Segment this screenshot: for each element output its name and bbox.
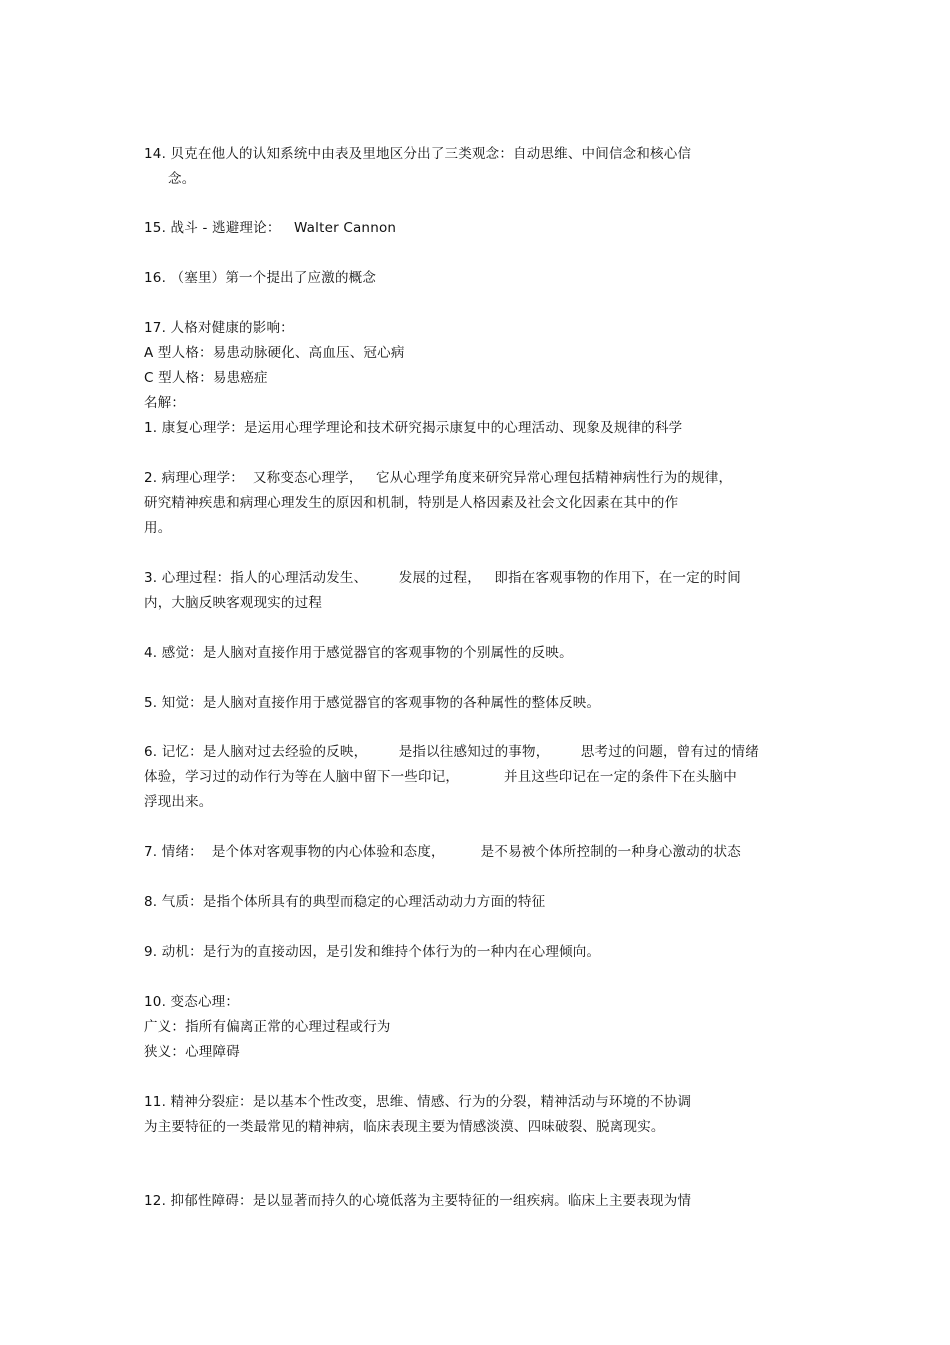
definition-2-line-3: 用。: [144, 520, 172, 536]
definition-11-line-1: 11. 精神分裂症：是以基本个性改变，思维、情感、行为的分裂，精神活动与环境的不协调: [144, 1094, 692, 1110]
definition-10-heading: 10. 变态心理：: [144, 994, 240, 1010]
definition-2-line-2: 研究精神疾患和病理心理发生的原因和机制，特别是人格因素及社会文化因素在其中的作: [144, 495, 679, 511]
definition-3-line-1: 3. 心理过程：指人的心理活动发生、 发展的过程， 即指在客观事物的作用下，在一定的时间: [144, 570, 741, 586]
definition-12-line-1: 12. 抑郁性障碍：是以显著而持久的心境低落为主要特征的一组疾病。临床上主要表现为情: [144, 1193, 692, 1209]
definition-2-line-1: 2. 病理心理学： 又称变态心理学， 它从心理学角度来研究异常心理包括精神病性行为的规律，: [144, 470, 733, 486]
definition-11-line-2: 为主要特征的一类最常见的精神病，临床表现主要为情感淡漠、四味破裂、脱离现实。: [144, 1119, 665, 1135]
definition-6-line-2: 体验，学习过的动作行为等在人脑中留下一些印记， 并且这些印记在一定的条件下在头脑中: [144, 769, 737, 785]
definition-5: 5. 知觉：是人脑对直接作用于感觉器官的客观事物的各种属性的整体反映。: [144, 695, 601, 711]
item-14-line-2: 念。: [168, 171, 196, 187]
definition-10-broad: 广义：指所有偏离正常的心理过程或行为: [144, 1019, 391, 1035]
item-17-type-c: C 型人格：易患癌症: [144, 370, 268, 386]
definition-9: 9. 动机：是行为的直接动因，是引发和维持个体行为的一种内在心理倾向。: [144, 944, 601, 960]
definition-10-narrow: 狭义：心理障碍: [144, 1044, 240, 1060]
item-16: 16. （塞里）第一个提出了应激的概念: [144, 270, 377, 286]
item-17-type-a: A 型人格：易患动脉硬化、高血压、冠心病: [144, 345, 405, 361]
item-14-line-1: 14. 贝克在他人的认知系统中由表及里地区分出了三类观念：自动思维、中间信念和核心信: [144, 146, 692, 162]
definition-1: 1. 康复心理学：是运用心理学理论和技术研究揭示康复中的心理活动、现象及规律的科学: [144, 420, 683, 436]
definition-8: 8. 气质：是指个体所具有的典型而稳定的心理活动动力方面的特征: [144, 894, 546, 910]
item-15: 15. 战斗 - 逃避理论： Walter Cannon: [144, 220, 397, 236]
definition-4: 4. 感觉：是人脑对直接作用于感觉器官的客观事物的个别属性的反映。: [144, 645, 573, 661]
definitions-heading: 名解：: [144, 395, 186, 411]
item-17-heading: 17. 人格对健康的影响：: [144, 320, 294, 336]
definition-7: 7. 情绪： 是个体对客观事物的内心体验和态度， 是不易被个体所控制的一种身心激动的状态: [144, 844, 741, 860]
definition-6-line-1: 6. 记忆：是人脑对过去经验的反映， 是指以往感知过的事物， 思考过的问题，曾有过的情绪: [144, 744, 759, 760]
definition-3-line-2: 内，大脑反映客观现实的过程: [144, 595, 323, 611]
definition-6-line-3: 浮现出来。: [144, 794, 213, 810]
